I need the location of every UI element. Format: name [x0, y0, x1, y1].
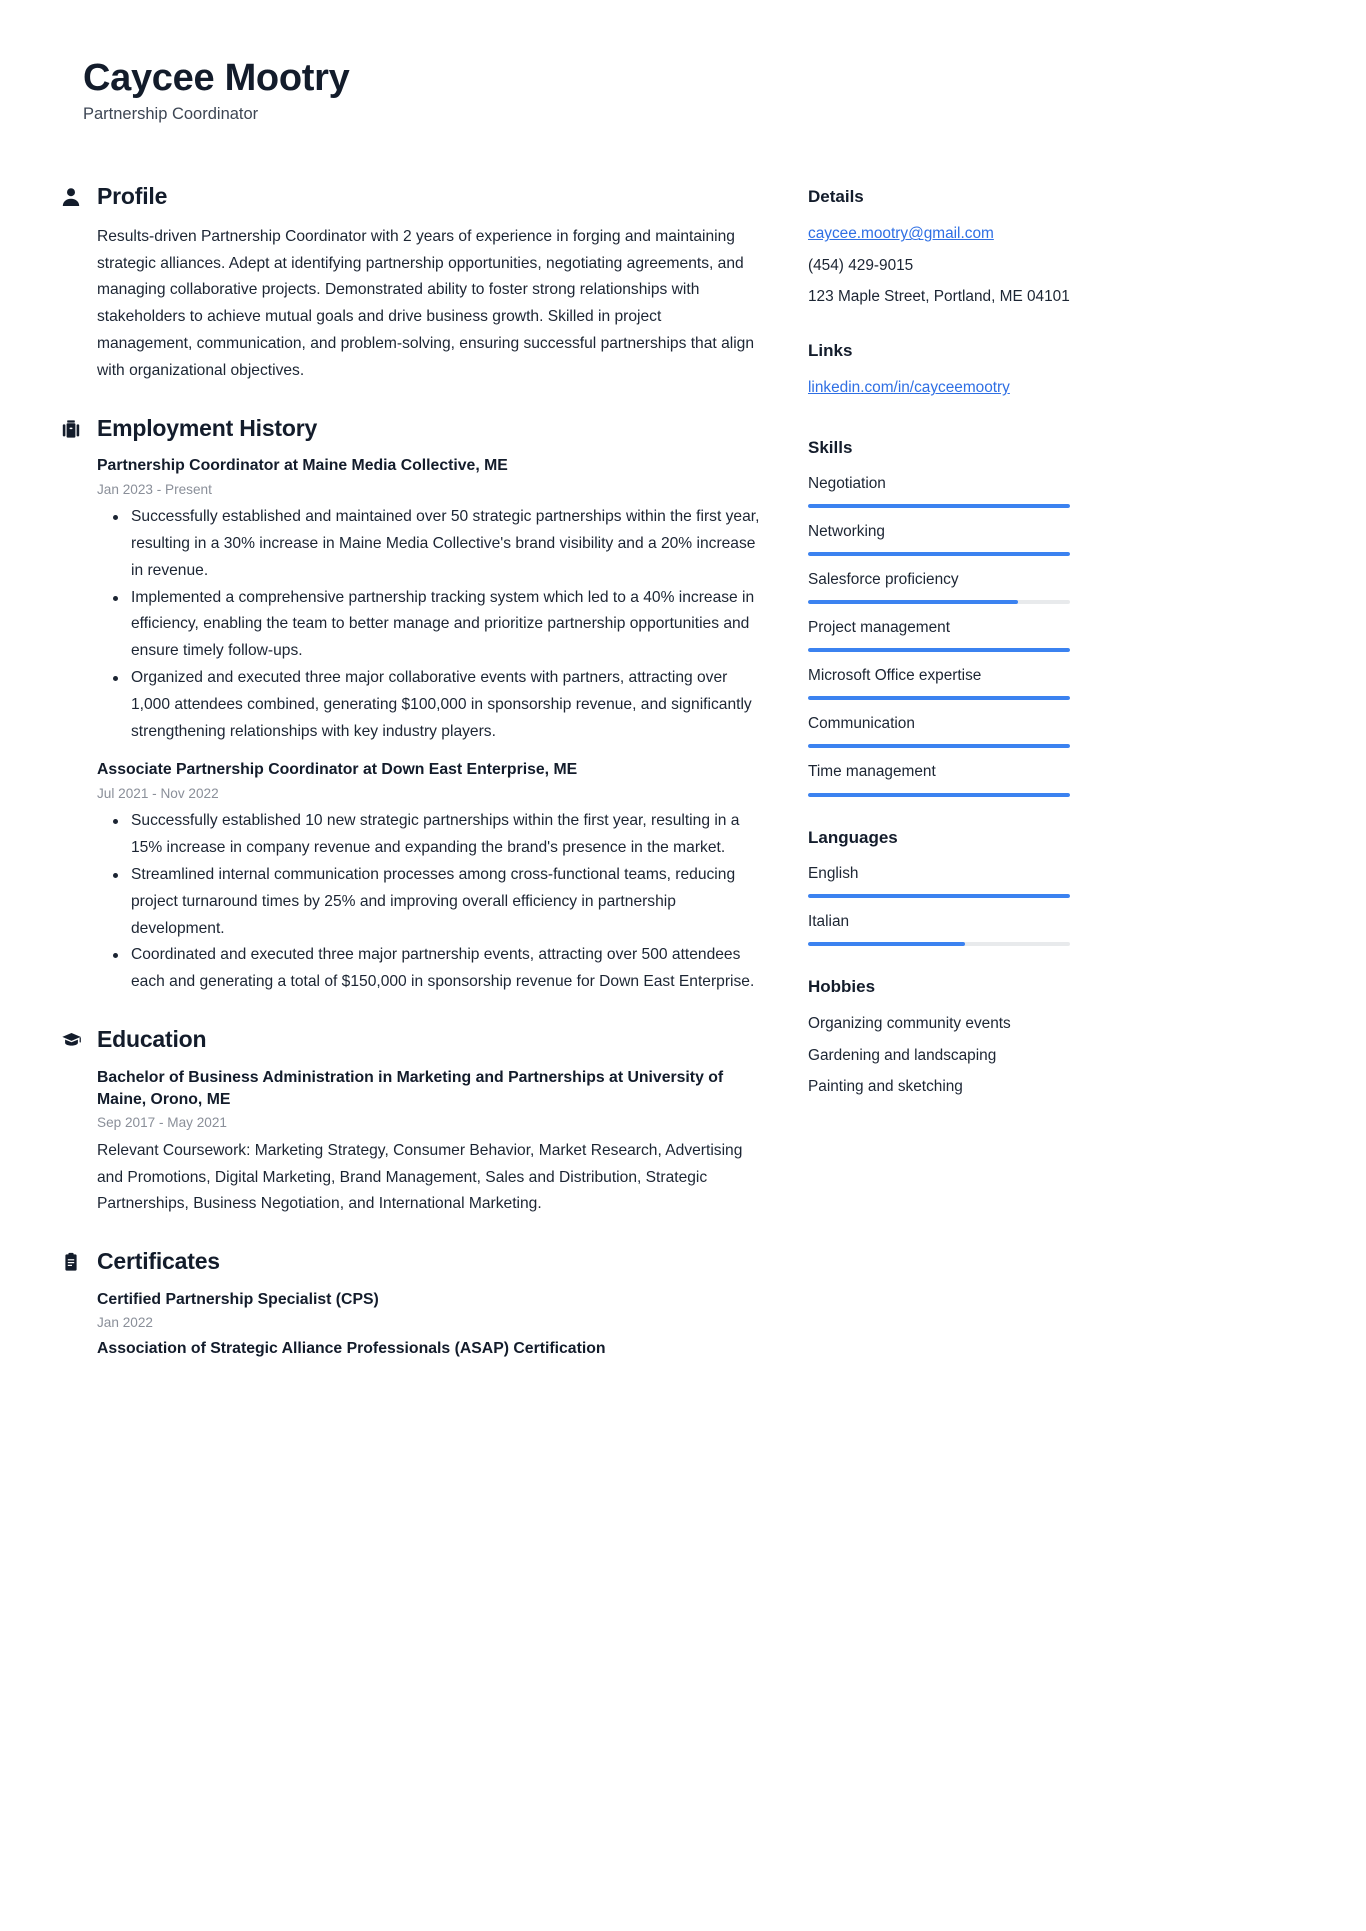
skill-item: [808, 568, 1108, 604]
employment-entry-bullets: [97, 504, 760, 745]
resume-columns: [60, 183, 1306, 1390]
education-entry-title: Bachelor of Business Administration in Marketing and Partnerships at University of Maine, Orono, ME: [97, 1068, 724, 1108]
section-body-education: [60, 1067, 760, 1219]
skill-level-track: [808, 793, 1070, 797]
section-employment: [60, 415, 760, 996]
resume-page: [60, 56, 1306, 1390]
sidebar-column: [808, 183, 1108, 1129]
section-header-employment: [60, 415, 760, 443]
language-level-fill: [808, 942, 965, 946]
section-header-certificates: [60, 1248, 760, 1276]
candidate-name: Caycee Mootry: [83, 57, 350, 99]
skill-level-fill: [808, 504, 1070, 508]
skill-item: [808, 616, 1108, 652]
language-item: [808, 910, 1108, 946]
skill-label: Project management: [808, 619, 951, 637]
skill-level-track: [808, 648, 1070, 652]
employment-entry-bullets: [97, 808, 760, 996]
skill-item: [808, 712, 1108, 748]
skill-level-fill: [808, 600, 1018, 604]
candidate-job-title: Partnership Coordinator: [83, 104, 259, 123]
certificate-entry-title: Association of Strategic Alliance Professionals (ASAP) Certification: [97, 1339, 606, 1357]
employment-entry-date: Jul 2021 - Nov 2022: [97, 785, 219, 801]
skill-level-track: [808, 600, 1070, 604]
certificate-entry-title: Certified Partnership Specialist (CPS): [97, 1290, 379, 1308]
education-entry-date: Sep 2017 - May 2021: [97, 1115, 227, 1131]
section-certificates: [60, 1248, 760, 1360]
sidebar-title-details: Details: [808, 187, 864, 207]
language-level-track: [808, 894, 1070, 898]
skill-label: Salesforce proficiency: [808, 571, 959, 589]
education-entry-description: Relevant Coursework: Marketing Strategy, Consumer Behavior, Market Research, Advertising and Promotions, Digital Marketing, Brand Management, Sales and Distribution, Strategic Partnerships, Business Negotiation, and International Marketing.: [97, 1141, 743, 1213]
section-body-profile: [60, 224, 760, 385]
hobby-item: Painting and sketching: [808, 1078, 963, 1096]
skill-level-track: [808, 744, 1070, 748]
section-header-profile: [60, 183, 760, 211]
skill-label: Negotiation: [808, 474, 886, 492]
hobby-item: Organizing community events: [808, 1014, 1011, 1032]
clipboard-icon: [60, 1251, 82, 1273]
sidebar-title-languages: Languages: [808, 827, 898, 847]
briefcase-icon: [60, 418, 82, 440]
employment-entry-title: Partnership Coordinator at Maine Media Collective, ME: [97, 457, 508, 475]
language-label: Italian: [808, 912, 850, 930]
email-link[interactable]: caycee.mootry@gmail.com: [808, 225, 994, 243]
skill-label: Time management: [808, 763, 936, 781]
graduation-cap-icon: [60, 1029, 82, 1051]
list-item: Implemented a comprehensive partnership tracking system which led to a 40% increase in efficiency, enabling the team to better manage and prioritize partnership opportunities and ensure timely follow-ups.: [97, 585, 760, 665]
section-education: [60, 1026, 760, 1218]
skill-label: Microsoft Office expertise: [808, 667, 982, 685]
section-body-employment: [60, 455, 760, 996]
employment-entry: [97, 759, 760, 996]
hobby-item: Gardening and landscaping: [808, 1046, 997, 1064]
sidebar-section-hobbies: [808, 976, 1108, 1100]
skill-level-fill: [808, 552, 1070, 556]
skill-level-fill: [808, 793, 1070, 797]
list-item: Organized and executed three major collaborative events with partners, attracting over 1,000 attendees combined, generating $100,000 in sponsorship revenue, and significantly strengthening relationships with key industry players.: [97, 665, 760, 745]
education-entry: [97, 1067, 760, 1219]
language-level-track: [808, 942, 1070, 946]
language-item: [808, 862, 1108, 898]
certificate-entry: [97, 1289, 760, 1334]
sidebar-section-details: [808, 186, 1108, 310]
employment-entry-title: Associate Partnership Coordinator at Down East Enterprise, ME: [97, 761, 578, 779]
language-label: English: [808, 864, 859, 882]
sidebar-section-languages: [808, 827, 1108, 946]
skill-item: [808, 472, 1108, 508]
certificate-entry: [97, 1338, 760, 1360]
skill-label: Networking: [808, 522, 885, 540]
employment-entry-date: Jan 2023 - Present: [97, 481, 212, 497]
phone-number: (454) 429-9015: [808, 256, 914, 274]
skill-level-track: [808, 696, 1070, 700]
section-title-education: Education: [97, 1025, 207, 1052]
resume-header: [60, 56, 1306, 125]
linkedin-link[interactable]: linkedin.com/in/cayceemootry: [808, 379, 1010, 397]
section-profile: [60, 183, 760, 384]
skill-level-fill: [808, 744, 1070, 748]
section-header-education: [60, 1026, 760, 1054]
skill-level-track: [808, 504, 1070, 508]
skill-item: [808, 520, 1108, 556]
employment-entry: [97, 455, 760, 745]
section-title-certificates: Certificates: [97, 1248, 220, 1275]
skill-level-track: [808, 552, 1070, 556]
sidebar-title-links: Links: [808, 341, 853, 361]
skill-item: [808, 760, 1108, 796]
sidebar-title-skills: Skills: [808, 437, 853, 457]
sidebar-section-links: [808, 340, 1108, 407]
main-column: [60, 183, 760, 1390]
postal-address: 123 Maple Street, Portland, ME 04101: [808, 288, 1070, 306]
section-title-employment: Employment History: [97, 414, 318, 441]
list-item: Streamlined internal communication processes among cross-functional teams, reducing project turnaround times by 25% and improving overall efficiency in partnership development.: [97, 862, 760, 942]
person-icon: [60, 186, 82, 208]
certificate-entry-date: Jan 2022: [97, 1315, 153, 1331]
list-item: Successfully established and maintained over 50 strategic partnerships within the first year, resulting in a 30% increase in Maine Media Collective's brand visibility and a 20% increase in revenue.: [97, 504, 760, 584]
sidebar-section-skills: [808, 437, 1108, 797]
section-body-certificates: [60, 1289, 760, 1360]
sidebar-title-hobbies: Hobbies: [808, 976, 876, 996]
skill-level-fill: [808, 696, 1070, 700]
list-item: Coordinated and executed three major partnership events, attracting over 500 attendees each and generating a total of $150,000 in sponsorship revenue for Down East Enterprise.: [97, 942, 760, 996]
skill-item: [808, 664, 1108, 700]
language-level-fill: [808, 894, 1070, 898]
skill-level-fill: [808, 648, 1070, 652]
section-title-profile: Profile: [97, 183, 168, 210]
profile-text: Results-driven Partnership Coordinator with 2 years of experience in forging and maintaining strategic alliances. Adept at identifying partnership opportunities, negotiating agreements, and managing collaborative projects. Demonstrated ability to foster strong relationships with stakeholders to achieve mutual goals and drive business growth. Skilled in project management, communication, and problem-solving, ensuring successful partnerships that align with organizational objectives.: [97, 227, 755, 379]
list-item: Successfully established 10 new strategic partnerships within the first year, resulting in a 15% increase in company revenue and expanding the brand's presence in the market.: [97, 808, 760, 862]
skill-label: Communication: [808, 715, 915, 733]
